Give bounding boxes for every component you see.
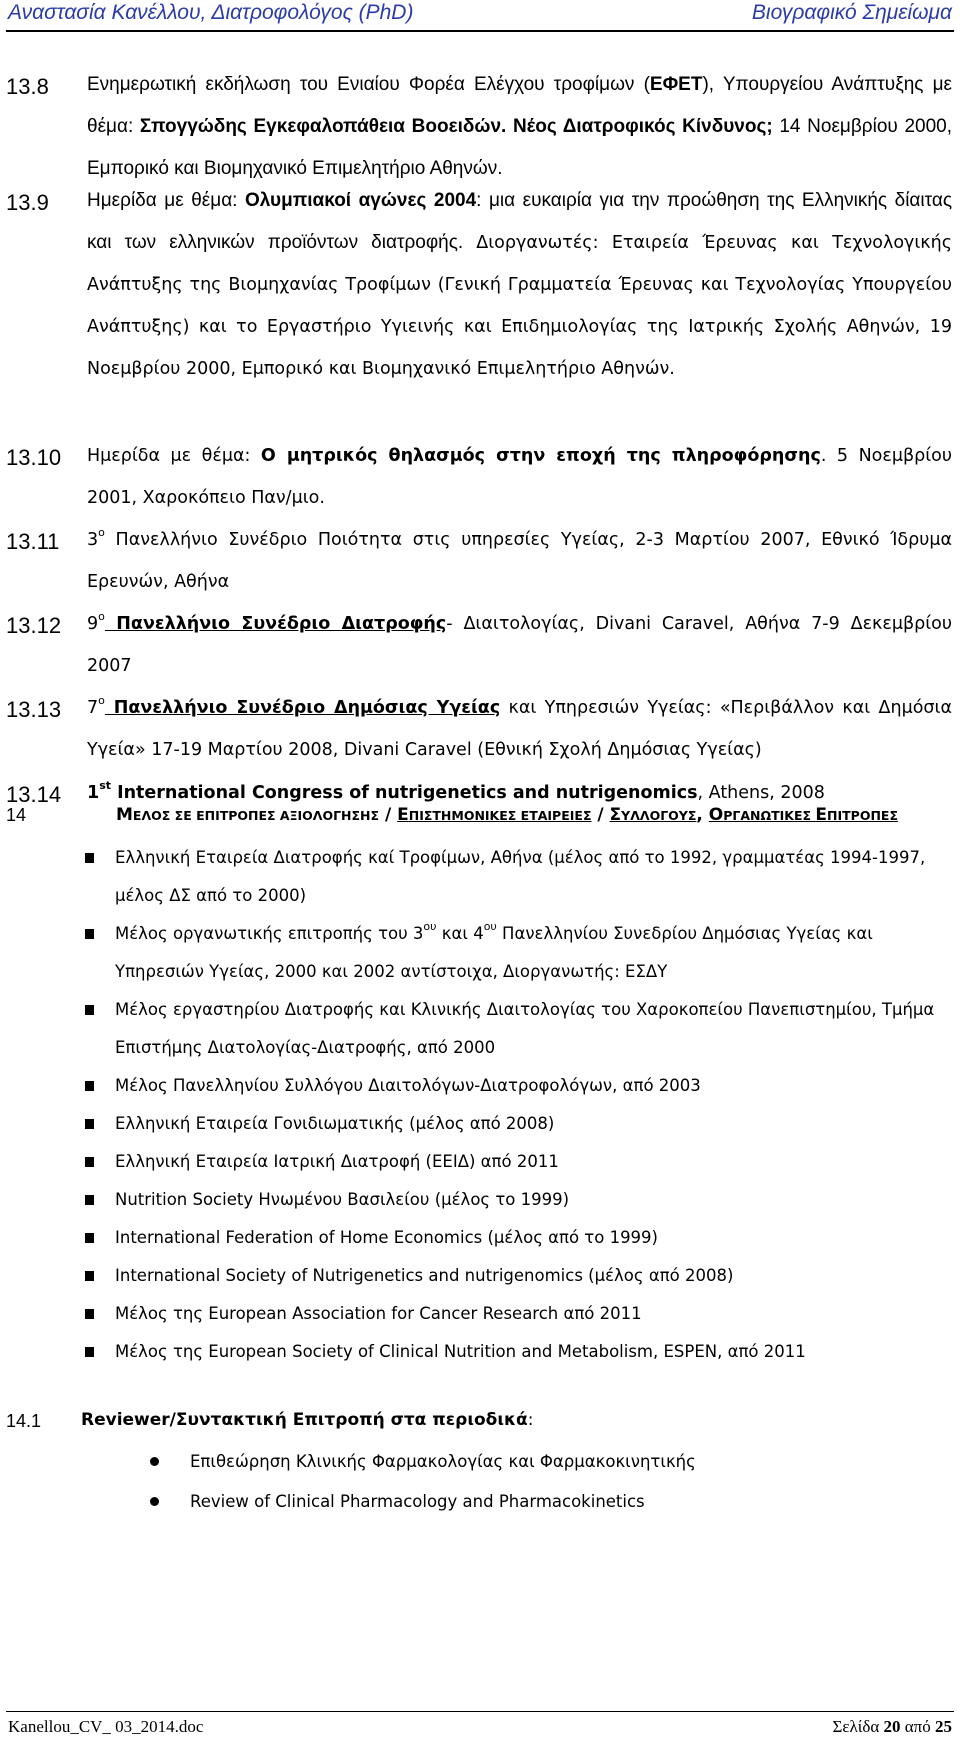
list-item: Review of Clinical Pharmacology and Pharmacokinetics bbox=[150, 1482, 954, 1522]
item-text: 1st International Congress of nutrigenetics and nutrigenomics, Athens, 2008 bbox=[87, 779, 825, 803]
square-bullet-icon bbox=[85, 1157, 94, 1167]
square-bullet-icon bbox=[85, 1233, 94, 1243]
list-item: International Federation of Home Economics (μέλος από το 1999) bbox=[86, 1219, 954, 1257]
item-number: 13.11 bbox=[6, 529, 60, 554]
list-item: Μέλος της European Society of Clinical Nutrition and Metabolism, ESPEN, από 2011 bbox=[86, 1333, 954, 1371]
page-footer bbox=[6, 1711, 954, 1740]
square-bullet-icon bbox=[85, 853, 94, 863]
square-bullet-icon bbox=[85, 1195, 94, 1205]
square-bullet-icon bbox=[85, 1081, 94, 1091]
list-item: Nutrition Society Ηνωμένου Βασιλείου (μέλος το 1999) bbox=[86, 1181, 954, 1219]
square-bullet-icon bbox=[85, 1271, 94, 1281]
item-text: Ενημερωτική εκδήλωση του Ενιαίου Φορέα Ελέγχου τροφίμων (ΕΦΕΤ), Υπουργείου Ανάπτυξης με θέμα: Σπογγώδης Εγκεφαλοπάθεια Βοοειδών. Νέος Διατροφικός Κίνδυνος; 14 Νοεμβρίου 2000, Εμπορικό και Βιομηχανικό Επιμελητήριο Αθηνών. bbox=[87, 74, 953, 179]
section-title: Reviewer/Συντακτική Επιτροπή στα περιοδικά: bbox=[81, 1410, 534, 1430]
round-bullet-icon bbox=[150, 1457, 159, 1466]
item-text: Ημερίδα με θέμα: Ολυμπιακοί αγώνες 2004: μια ευκαιρία για την προώθηση της Ελληνικής δίαιτας και των ελληνικών προϊόντων διατροφής. Διοργανωτές: Εταιρεία Έρευνας και Τεχνολογικής Ανάπτυξης της Βιομηχανίας Τροφίμων (Γενική Γραμματεία Έρευνας και Τεχνολογίας Υπουργείου Ανάπτυξης) και το Εργαστήριο Υγιεινής και Επιδημιολογίας της Ιατρικής Σχολής Αθηνών, 19 Νοεμβρίου 2000, Εμπορικό και Βιομηχανικό Επιμελητήριο Αθηνών. bbox=[87, 190, 952, 379]
section-number: 14.1 bbox=[6, 1411, 42, 1431]
item-number: 13.12 bbox=[6, 613, 62, 638]
item-text: $7^o$ Πανελλήνιο Συνέδριο Δημόσιας Υγείας και Υπηρεσιών Υγείας: «Περιβάλλον και Δημόσια Υγεία» 17-19 Μαρτίου 2008, Divani Caravel (Εθνική Σχολή Δημόσιας Υγείας) bbox=[87, 694, 952, 760]
page-header bbox=[6, 0, 954, 32]
list-item: Μέλος εργαστηρίου Διατροφής και Κλινικής Διαιτολογίας του Χαροκοπείου Πανεπιστημίου, Τμήμα Επιστήμης Διατολογίας-Διατροφής, από 2000 bbox=[86, 991, 954, 1067]
round-bullet-icon bbox=[150, 1497, 159, 1506]
list-item: Ελληνική Εταιρεία Ιατρική Διατροφή (ΕΕΙΔ) από 2011 bbox=[86, 1143, 954, 1181]
list-item: Ελληνική Εταιρεία Διατροφής καί Τροφίμων, Αθήνα (μέλος από το 1992, γραμματέας 1994-1997, μέλος ΔΣ από το 2000) bbox=[86, 839, 954, 915]
section-number: 14 bbox=[6, 805, 27, 825]
list-item: Μέλος οργανωτικής επιτροπής του $3^{o\upsilon}$ και $4^{o\upsilon}$ Πανελληνίου Συνεδρίου Δημόσιας Υγείας και Υπηρεσιών Υγείας, 2000 και 2002 αντίστοιχα, Διοργανωτής: ΕΣΔΥ bbox=[86, 915, 954, 991]
list-item: Μέλος της European Association for Cancer Research από 2011 bbox=[86, 1295, 954, 1333]
square-bullet-icon bbox=[85, 1347, 94, 1357]
list-item: Ελληνική Εταιρεία Γονιδιωματικής (μέλος από 2008) bbox=[86, 1105, 954, 1143]
section-title: ΜΕΛΟΣ ΣΕ ΕΠΙΤΡΟΠΕΣ ΑΞΙΟΛΟΓΗΣΗΣ / ΕΠΙΣΤΗΜΟΝΙΚΕΣ ΕΤΑΙΡΕΙΕΣ / ΣΥΛΛΟΓΟΥΣ, ΟΡΓΑΝΩΤΙΚΕΣ ΕΠΙΤΡΟΠΕΣ bbox=[116, 805, 899, 825]
square-bullet-icon bbox=[85, 1309, 94, 1319]
list-item: Μέλος Πανελληνίου Συλλόγου Διαιτολόγων-Διατροφολόγων, από 2003 bbox=[86, 1067, 954, 1105]
square-bullet-icon bbox=[85, 929, 94, 939]
header-doc-title: Βιογραφικό Σημείωμα bbox=[751, 1, 952, 24]
item-number: 13.13 bbox=[6, 697, 62, 722]
square-bullet-icon bbox=[85, 1119, 94, 1129]
item-number: 13.9 bbox=[6, 190, 49, 215]
list-item: Επιθεώρηση Κλινικής Φαρμακολογίας και Φαρμακοκινητικής bbox=[150, 1442, 954, 1482]
square-bullet-icon bbox=[85, 1005, 94, 1015]
item-number: 13.8 bbox=[6, 74, 49, 99]
footer-page-number: Σελίδα 20 από 25 bbox=[832, 1717, 952, 1736]
list-item: International Society of Nutrigenetics and nutrigenomics (μέλος από 2008) bbox=[86, 1257, 954, 1295]
header-author: Αναστασία Κανέλλου, Διατροφολόγος (PhD) bbox=[8, 1, 414, 24]
item-text: $3^o$ Πανελλήνιο Συνέδριο Ποιότητα στις υπηρεσίες Υγείας, 2-3 Μαρτίου 2007, Εθνικό Ίδρυμα Ερευνών, Αθήνα bbox=[87, 526, 952, 592]
item-text: Ημερίδα με θέμα: Ο μητρικός θηλασμός στην εποχή της πληροφόρησης. 5 Νοεμβρίου 2001, Χαροκόπειο Παν/μιο. bbox=[87, 446, 952, 508]
item-number: 13.10 bbox=[6, 445, 62, 470]
footer-filename: Kanellou_CV_ 03_2014.doc bbox=[8, 1717, 204, 1736]
item-text: $9^o$ Πανελλήνιο Συνέδριο Διατροφής- Διαιτολογίας, Divani Caravel, Αθήνα 7-9 Δεκεμβρίου 2007 bbox=[87, 610, 952, 676]
item-number: 13.14 bbox=[6, 782, 62, 807]
reviewer-list bbox=[150, 1442, 954, 1522]
membership-list bbox=[86, 839, 954, 1371]
